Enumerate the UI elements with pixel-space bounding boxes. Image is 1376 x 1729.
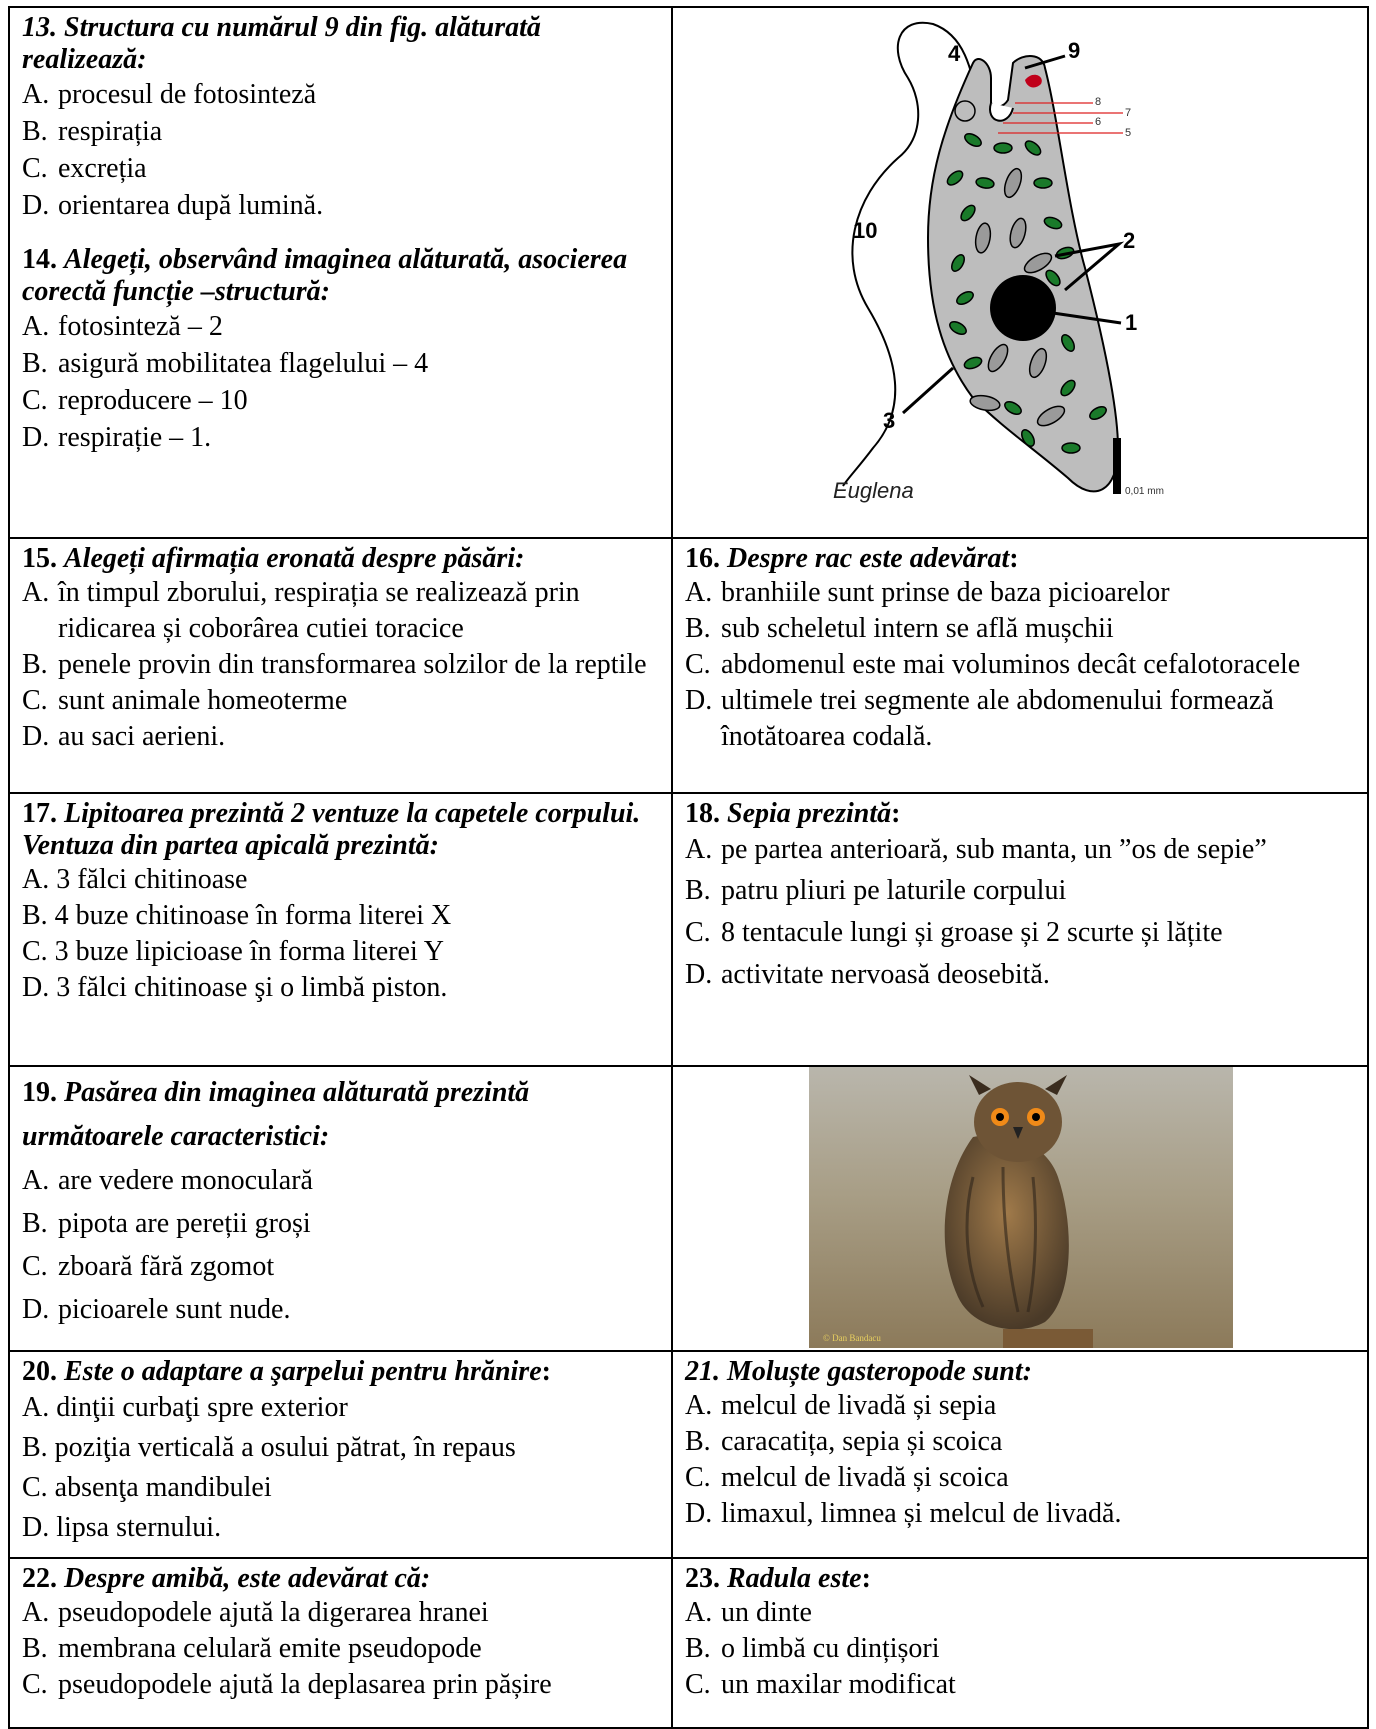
option-18-c[interactable]: C. 8 tentacule lungi și groase și 2 scurte și lățite [685, 917, 1223, 948]
option-20-c[interactable]: C. absenţa mandibulei [22, 1472, 272, 1503]
svg-text:8: 8 [1095, 96, 1102, 108]
option-15-c[interactable]: C. sunt animale homeoterme [22, 685, 348, 716]
question-16: 16. Despre rac este adevărat: [685, 543, 1019, 574]
option-15-a[interactable]: A. în timpul zborului, respirația se realizează prin ridicarea și coborârea cutiei toracice [22, 577, 580, 644]
option-21-a[interactable]: A. melcul de livadă și sepia [685, 1390, 997, 1421]
owl-photo [673, 1067, 1365, 1348]
scale-label: 0,01 mm [1125, 486, 1164, 497]
option-14-d[interactable]: D. respirație – 1. [22, 422, 212, 453]
row-19 [9, 1066, 1368, 1351]
option-21-d[interactable]: D. limaxul, limnea și melcul de livadă. [685, 1498, 1122, 1529]
question-22: 22. Despre amibă, este adevărat că: [22, 1563, 431, 1594]
owl-head [974, 1082, 1062, 1162]
cell-q22 [9, 1558, 672, 1728]
option-16-d[interactable]: D. ultimele trei segmente ale abdomenului formează înotătoarea codală. [685, 685, 1274, 752]
option-20-a[interactable]: A. dinţii curbaţi spre exterior [22, 1392, 348, 1423]
euglena-diagram-cell [672, 7, 1368, 538]
option-15-b[interactable]: B. penele provin din transformarea solzilor de la reptile [22, 649, 647, 680]
cell-q17 [9, 793, 672, 1066]
question-text: Alegeți, observând imaginea alăturată, asocierea corectă funcție –structură: [22, 244, 628, 307]
svg-text:6: 6 [1095, 116, 1102, 128]
option-22-b[interactable]: B. membrana celulară emite pseudopode [22, 1633, 482, 1664]
question-15: 15. Alegeți afirmația eronată despre păsări: [22, 543, 525, 574]
option-19-a[interactable]: A. are vedere monoculară [22, 1165, 313, 1196]
nucleus [990, 275, 1056, 341]
question-number: 14. [22, 244, 57, 275]
svg-text:5: 5 [1125, 127, 1132, 139]
option-14-a[interactable]: A. fotosinteză – 2 [22, 311, 223, 342]
option-21-b[interactable]: B. caracatița, sepia și scoica [685, 1426, 1003, 1457]
cell-q18 [672, 793, 1368, 1066]
cell-q13-q14 [9, 7, 672, 538]
question-number: 13. [22, 12, 57, 43]
option-18-b[interactable]: B. patru pliuri pe laturile corpului [685, 875, 1067, 906]
question-13 [22, 12, 659, 76]
option-16-a[interactable]: A. branhiile sunt prinse de baza picioarelor [685, 577, 1170, 608]
cell-q21 [672, 1351, 1368, 1558]
option-16-b[interactable]: B. sub scheletul intern se află mușchii [685, 613, 1114, 644]
cell-q20 [9, 1351, 672, 1558]
owl-photo-cell [672, 1066, 1368, 1351]
cell-q19 [9, 1066, 672, 1351]
option-22-c[interactable]: C. pseudopodele ajută la deplasarea prin pășire [22, 1669, 552, 1700]
question-18: 18. Sepia prezintă: [685, 798, 901, 829]
question-14 [22, 244, 659, 308]
option-21-c[interactable]: C. melcul de livadă și scoica [685, 1462, 1009, 1493]
option-18-a[interactable]: A. pe partea anterioară, sub manta, un ”os de sepie” [685, 834, 1267, 865]
option-23-c[interactable]: C. un maxilar modificat [685, 1669, 956, 1700]
svg-text:3: 3 [883, 408, 896, 433]
option-19-b[interactable]: B. pipota are pereții groși [22, 1208, 311, 1239]
option-23-a[interactable]: A. un dinte [685, 1597, 812, 1628]
option-17-a[interactable]: A. 3 fălci chitinoase [22, 864, 248, 895]
photo-credit: © Dan Bandacu [823, 1333, 881, 1343]
option-13-c[interactable]: C. excreția [22, 153, 147, 184]
option-14-c[interactable]: C. reproducere – 10 [22, 385, 248, 416]
organism-name: Euglena [833, 478, 914, 503]
row-22-23 [9, 1558, 1368, 1728]
row-13-14 [9, 7, 1368, 538]
question-21: 21. Moluște gasteropode sunt: [685, 1356, 1032, 1387]
euglena-body [928, 56, 1118, 491]
svg-text:7: 7 [1125, 107, 1132, 119]
euglena-diagram [673, 8, 1365, 535]
option-19-c[interactable]: C. zboară fără zgomot [22, 1251, 275, 1282]
svg-text:1: 1 [1125, 310, 1138, 335]
question-17: 17. Lipitoarea prezintă 2 ventuze la capetele corpului. Ventuza din partea apicală prezintă: [22, 798, 641, 861]
question-19: 19. Pasărea din imaginea alăturată prezintă următoarele caracteristici: [22, 1077, 530, 1152]
option-13-b[interactable]: B. respirația [22, 116, 163, 147]
option-15-d[interactable]: D. au saci aerieni. [22, 721, 226, 752]
option-17-b[interactable]: B. 4 buze chitinoase în forma literei X [22, 900, 452, 931]
perch-post [1003, 1329, 1093, 1348]
question-20: 20. Este o adaptare a şarpelui pentru hrănire: [22, 1356, 551, 1387]
row-20-21 [9, 1351, 1368, 1558]
svg-text:9: 9 [1068, 38, 1081, 63]
row-17-18 [9, 793, 1368, 1066]
svg-text:2: 2 [1123, 228, 1136, 253]
option-20-b[interactable]: B. poziţia verticală a osului pătrat, în repaus [22, 1432, 516, 1463]
option-19-d[interactable]: D. picioarele sunt nude. [22, 1294, 291, 1325]
option-18-d[interactable]: D. activitate nervoasă deosebită. [685, 959, 1050, 990]
option-17-d[interactable]: D. 3 fălci chitinoase şi o limbă piston. [22, 972, 448, 1003]
cell-q15 [9, 538, 672, 793]
question-23: 23. Radula este: [685, 1563, 871, 1594]
option-16-c[interactable]: C. abdomenul este mai voluminos decât cefalotoracele [685, 649, 1301, 680]
option-17-c[interactable]: C. 3 buze lipicioase în forma literei Y [22, 936, 444, 967]
row-15-16 [9, 538, 1368, 793]
option-20-d[interactable]: D. lipsa sternului. [22, 1512, 222, 1543]
svg-text:10: 10 [853, 218, 878, 243]
option-13-a[interactable]: A. procesul de fotosinteză [22, 79, 317, 110]
svg-text:4: 4 [948, 41, 961, 66]
cell-q16 [672, 538, 1368, 793]
option-13-d[interactable]: D. orientarea după lumină. [22, 190, 324, 221]
spacer [22, 224, 659, 244]
question-text: Structura cu numărul 9 din fig. alăturată realizează: [22, 12, 541, 75]
option-14-b[interactable]: B. asigură mobilitatea flagelului – 4 [22, 348, 429, 379]
option-23-b[interactable]: B. o limbă cu dințișori [685, 1633, 940, 1664]
option-22-a[interactable]: A. pseudopodele ajută la digerarea hranei [22, 1597, 489, 1628]
quiz-table [8, 6, 1369, 1729]
cell-q23 [672, 1558, 1368, 1728]
scale-bar [1113, 438, 1121, 494]
